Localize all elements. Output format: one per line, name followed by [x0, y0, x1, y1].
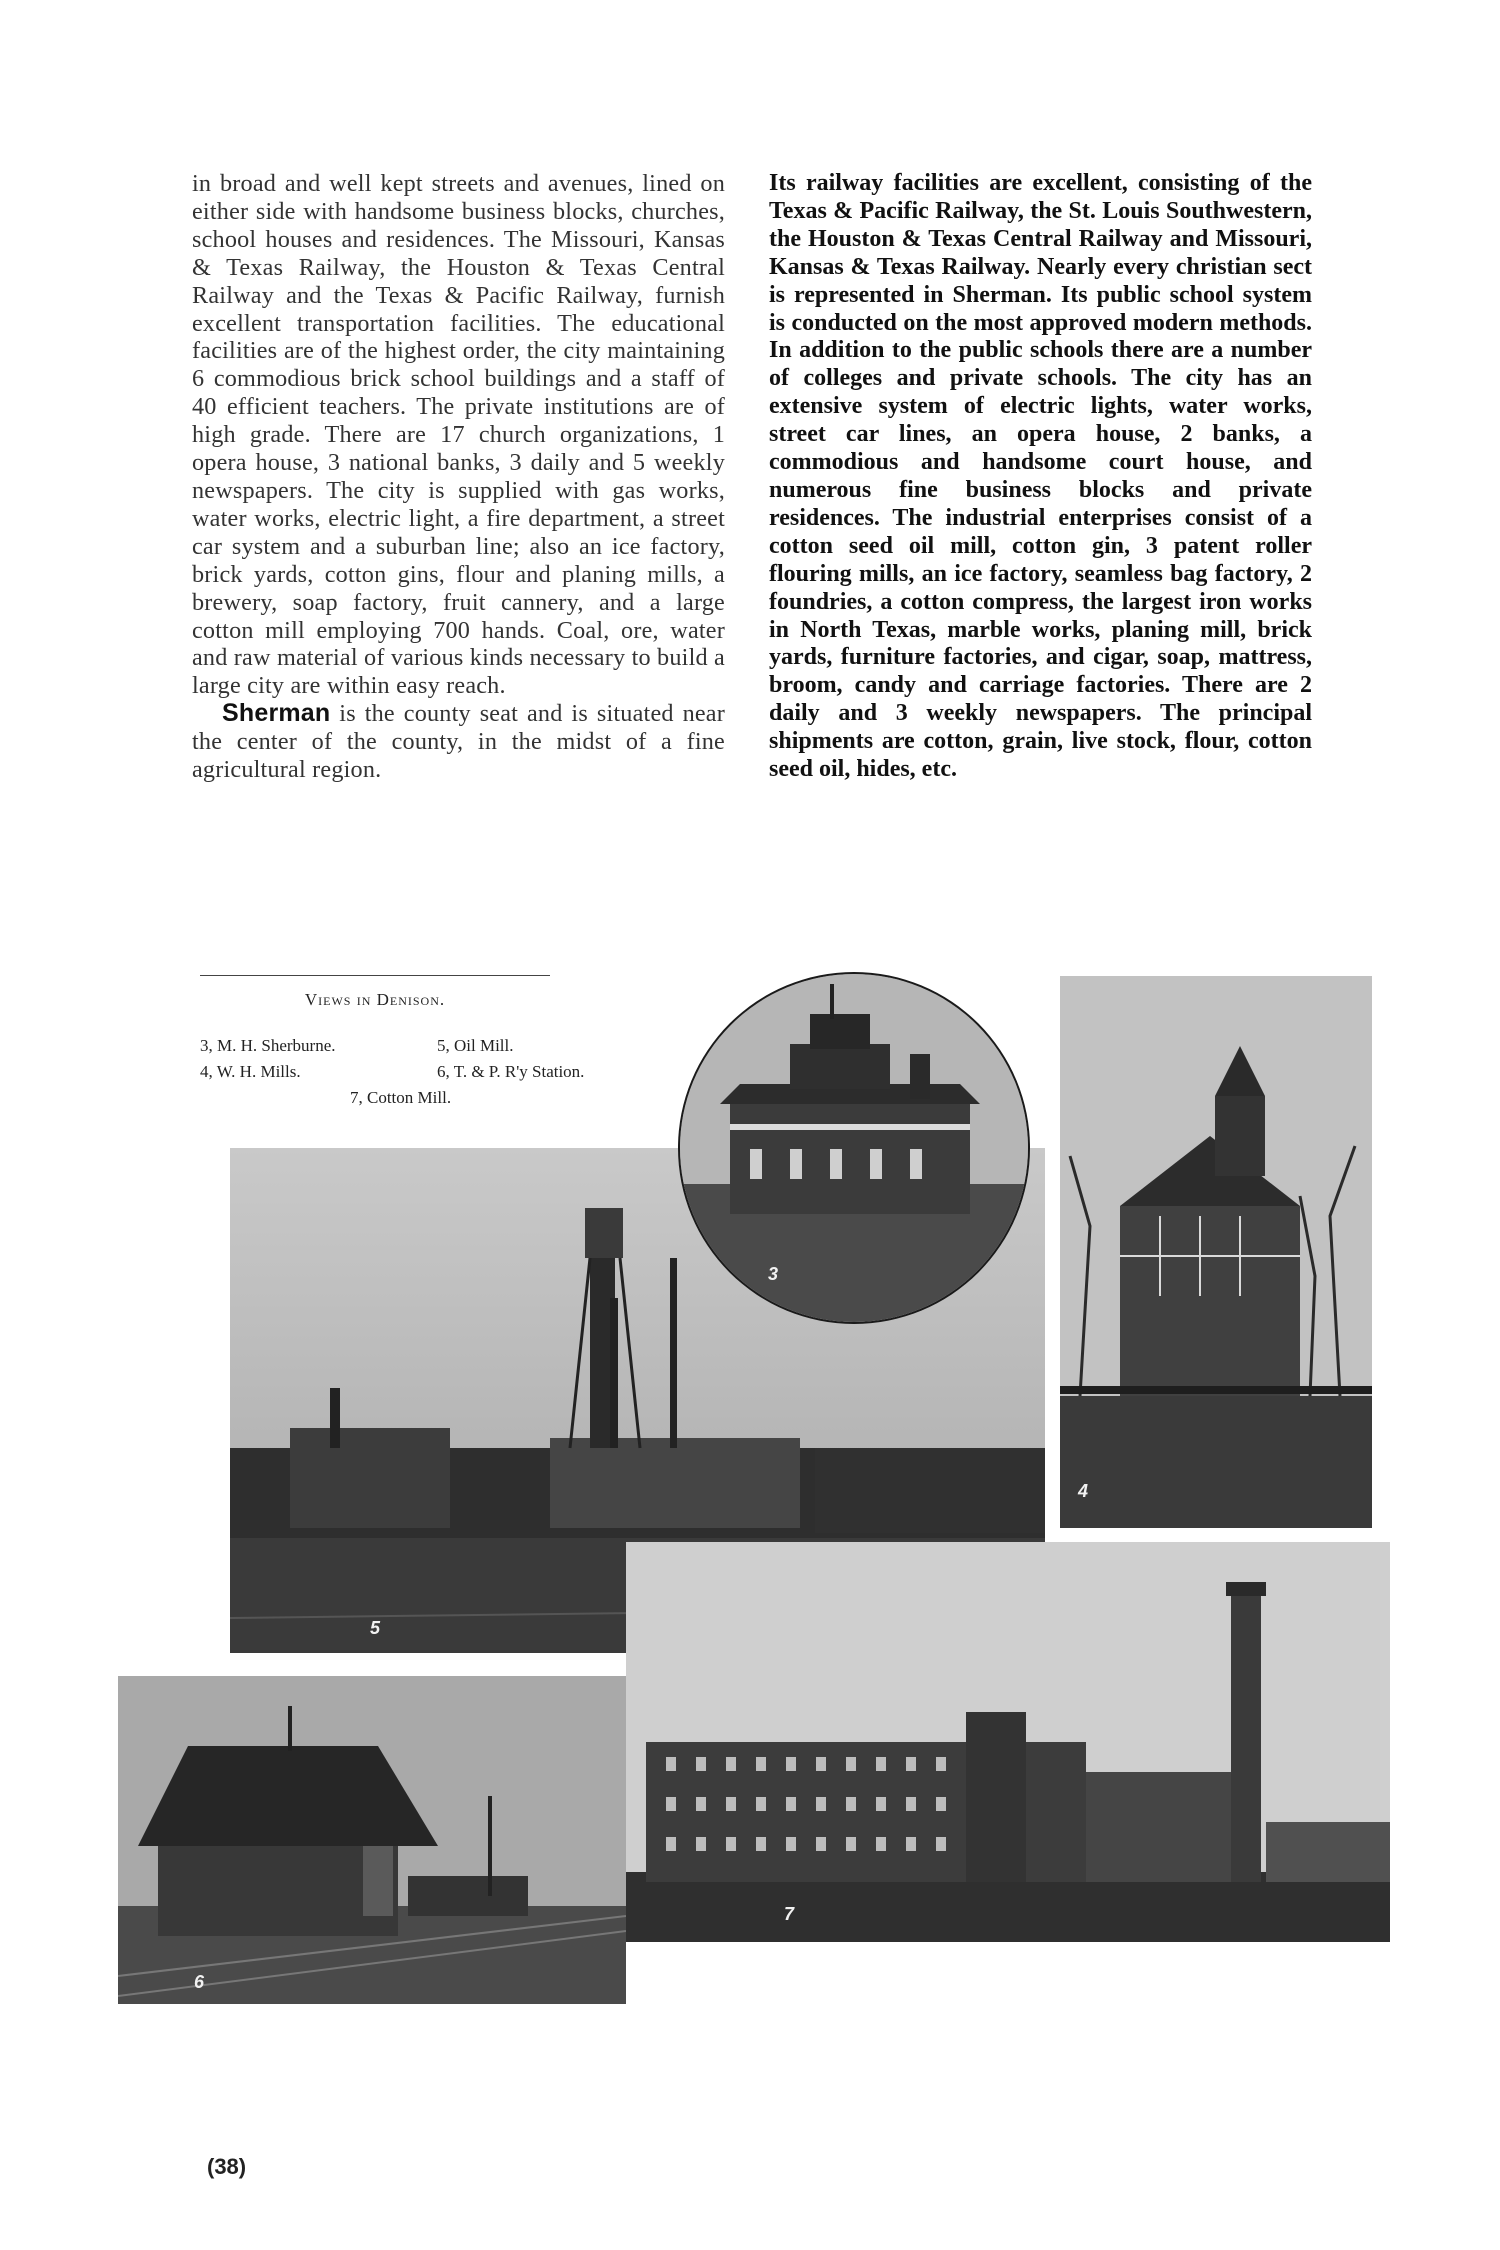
right-paragraph-1: Its railway facilities are excellent, consisting of the Texas & Pacific Railway, the St. Louis Southwestern, the Houston & Texas Central Railway and Missouri, Kansas & Texas Railway. Nearly every christian sect is represented in Sherman. Its public school system is conducted on the most approved modern methods. In addition to the public schools there are a number of colleges and private schools. The city has an extensive system of electric lights, water works, street car lines, an opera house, 2 banks, a commodious and handsome court house, and numerous fine business blocks and private residences. The industrial enterprises consist of a cotton seed oil mill, cotton gin, 3 patent roller flouring mills, an ice factory, seamless bag factory, 2 foundries, a cotton compress, the largest iron works in North Texas, marble works, planing mill, brick yards, furniture factories, and cigar, soap, mattress, broom, candy and carriage factories. There are 2 daily and 3 weekly newspapers. The principal shipments are cotton, grain, live stock, flour, cotton seed oil, hides, etc. [769, 170, 1312, 783]
left-paragraph-2 [192, 700, 725, 784]
caption-title: Views in Denison. [304, 990, 446, 1009]
photo-sherburne-house [680, 974, 1028, 1322]
caption-item-7: 7, Cotton Mill. [350, 1088, 452, 1107]
caption-item-5: 5, Oil Mill. [437, 1036, 514, 1055]
caption-divider [200, 975, 550, 976]
photo-mills-house [1060, 976, 1372, 1528]
sherburne-house-illustration [680, 974, 1028, 1322]
right-text-column [769, 170, 1312, 784]
photo-4-number: 4 [1078, 1481, 1089, 1501]
caption-item-4: 4, W. H. Mills. [200, 1062, 301, 1081]
photo-7-number: 7 [784, 1904, 795, 1924]
photo-5-number: 5 [370, 1618, 381, 1638]
railway-station-illustration [118, 1676, 626, 2004]
left-text-column [192, 170, 725, 784]
photo-6-number: 6 [194, 1972, 205, 1992]
page-number: (38) [207, 2154, 247, 2179]
photo-cotton-mill [626, 1542, 1390, 1942]
photo-railway-station [118, 1676, 626, 2004]
caption-item-6: 6, T. & P. R'y Station. [437, 1062, 585, 1081]
left-paragraph-1: in broad and well kept streets and avenues, lined on either side with handsome business blocks, churches, school houses and residences. The Missouri, Kansas & Texas Railway, the Houston & Texas Central Railway and the Texas & Pacific Railway, furnish excellent transportation facilities. The educational facilities are of the highest order, the city maintaining 6 commodious brick school buildings and a staff of 40 efficient teachers. The private institutions are of high grade. There are 17 church organizations, 1 opera house, 3 national banks, 3 daily and 5 weekly newspapers. The city is supplied with gas works, water works, electric light, a fire department, a street car system and a suburban line; also an ice factory, brick yards, cotton gins, flour and planing mills, a brewery, soap factory, fruit cannery, and a large cotton mill employing 700 hands. Coal, ore, water and raw material of various kinds necessary to build a large city are within easy reach. [192, 170, 725, 700]
mills-house-illustration [1060, 976, 1372, 1528]
caption-item-3: 3, M. H. Sherburne. [200, 1036, 336, 1055]
cotton-mill-illustration [626, 1542, 1390, 1942]
photo-3-number: 3 [768, 1264, 779, 1284]
left-paragraph-2-text: is the county seat and is situated near the center of the county, in the midst of a fine agricultural region. [192, 700, 725, 784]
sherman-lead-word: Sherman [222, 699, 331, 728]
